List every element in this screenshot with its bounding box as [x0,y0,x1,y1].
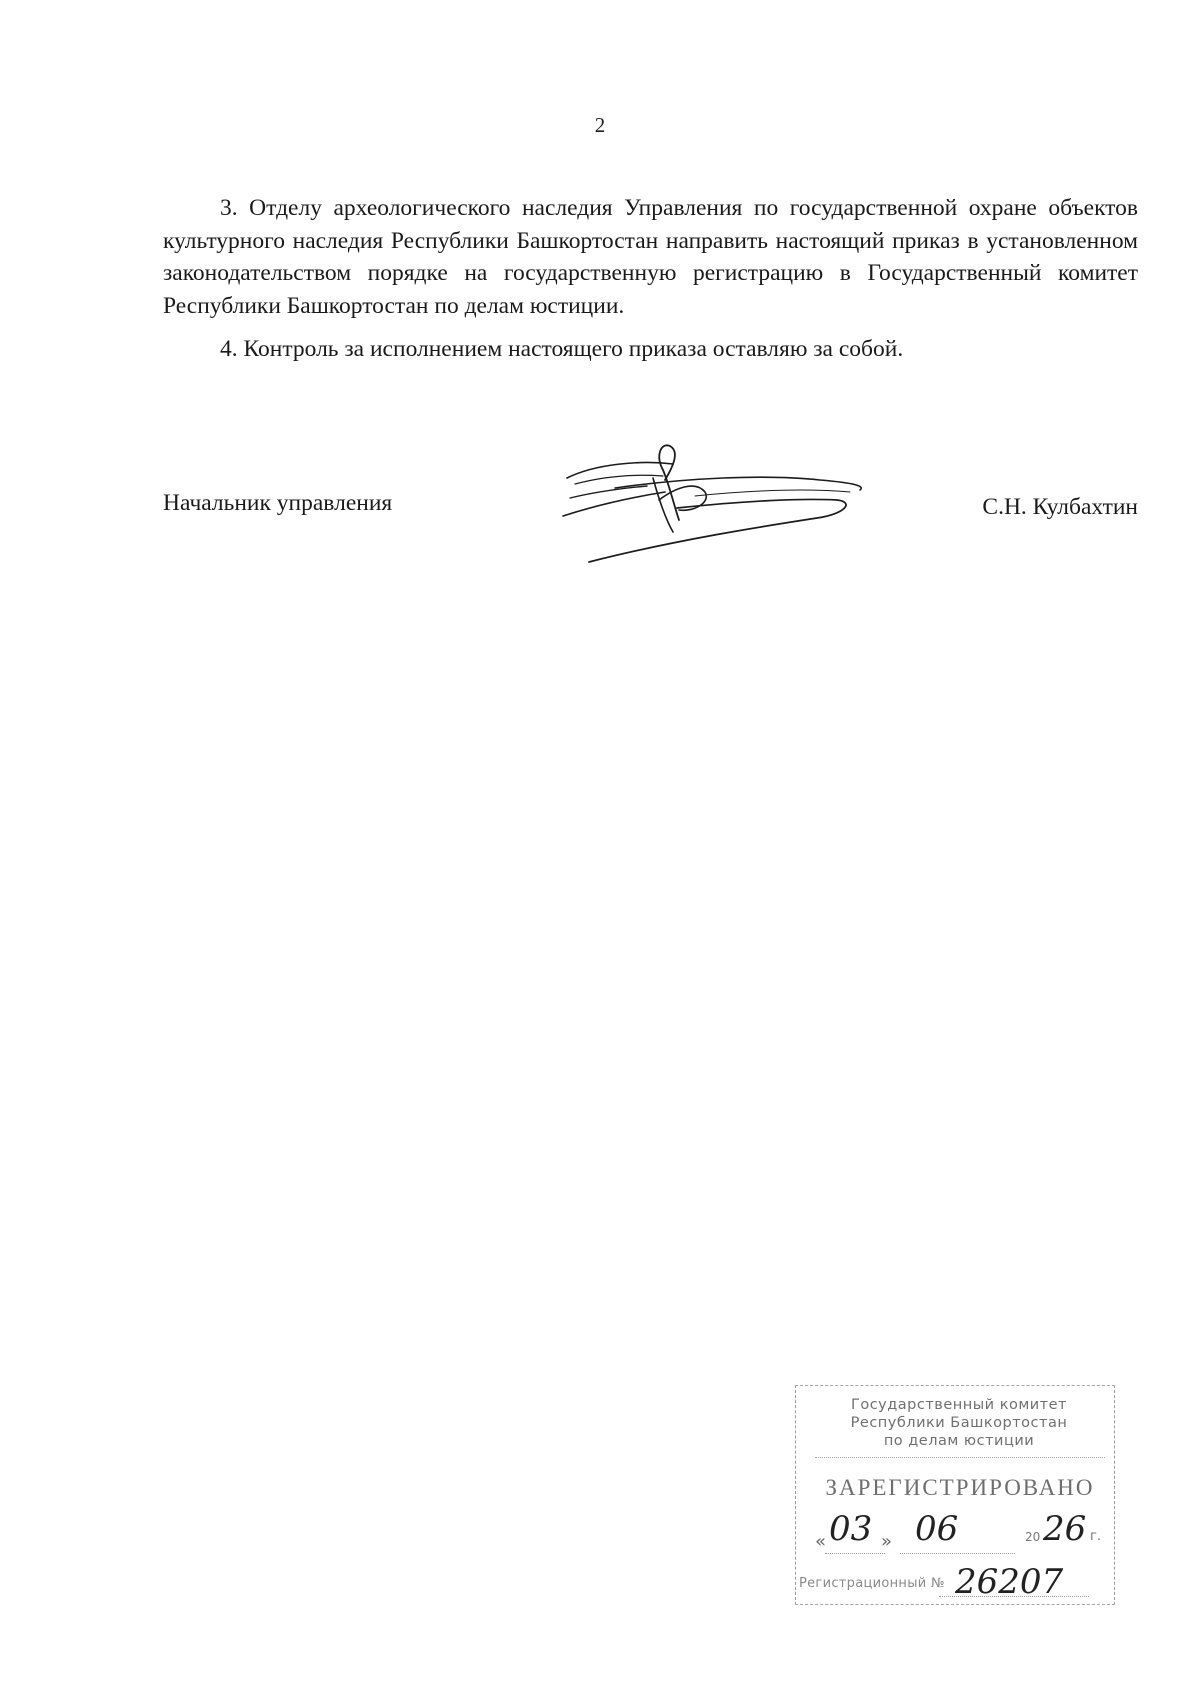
quote-mark: » [881,1531,893,1552]
stamp-org-line-1: Государственный комитет [850,1397,1067,1413]
paragraph-3: 3. Отделу археологического наследия Управления по государственной охране объектов культурного наследия Республики Башкортостан направить настоящий приказ в установленном законодательством порядке на государственную регистрацию в Государственный комитет Республики Башкортостан по делам юстиции. [163,195,1138,319]
stamp-registration-number [799,1562,1113,1602]
date-underline [825,1553,885,1554]
stamp-month: 06 [915,1509,959,1549]
paragraph-4: 4. Контроль за исполнением настоящего приказа оставляю за собой. [220,336,904,362]
stamp-year: 26 [1043,1509,1087,1549]
reg-number-underline [939,1596,1089,1597]
document-body [163,192,1138,366]
stamp-status: ЗАРЕГИСТРИРОВАНО [825,1475,1095,1500]
stamp-date [815,1509,1115,1559]
stamp-org-line-3: по делам юстиции [883,1433,1035,1449]
stamp-reg-number: 26207 [955,1562,1064,1602]
stamp-divider [815,1457,1105,1458]
stamp-year-prefix: 20 [1025,1530,1041,1544]
signatory-name: С.Н. Кулбахтин [982,494,1138,520]
stamp-organization [843,1396,1075,1450]
stamp-day: 03 [829,1509,873,1549]
date-underline [900,1553,1015,1554]
signatory-position: Начальник управления [163,490,393,516]
stamp-year-unit: г. [1090,1529,1101,1544]
stamp-reg-label: Регистрационный № [799,1576,945,1591]
page-number: 2 [594,113,606,137]
quote-mark: « [815,1531,827,1552]
handwritten-signature [555,440,895,570]
stamp-org-line-2: Республики Башкортостан [850,1415,1068,1431]
registration-stamp [795,1385,1115,1605]
